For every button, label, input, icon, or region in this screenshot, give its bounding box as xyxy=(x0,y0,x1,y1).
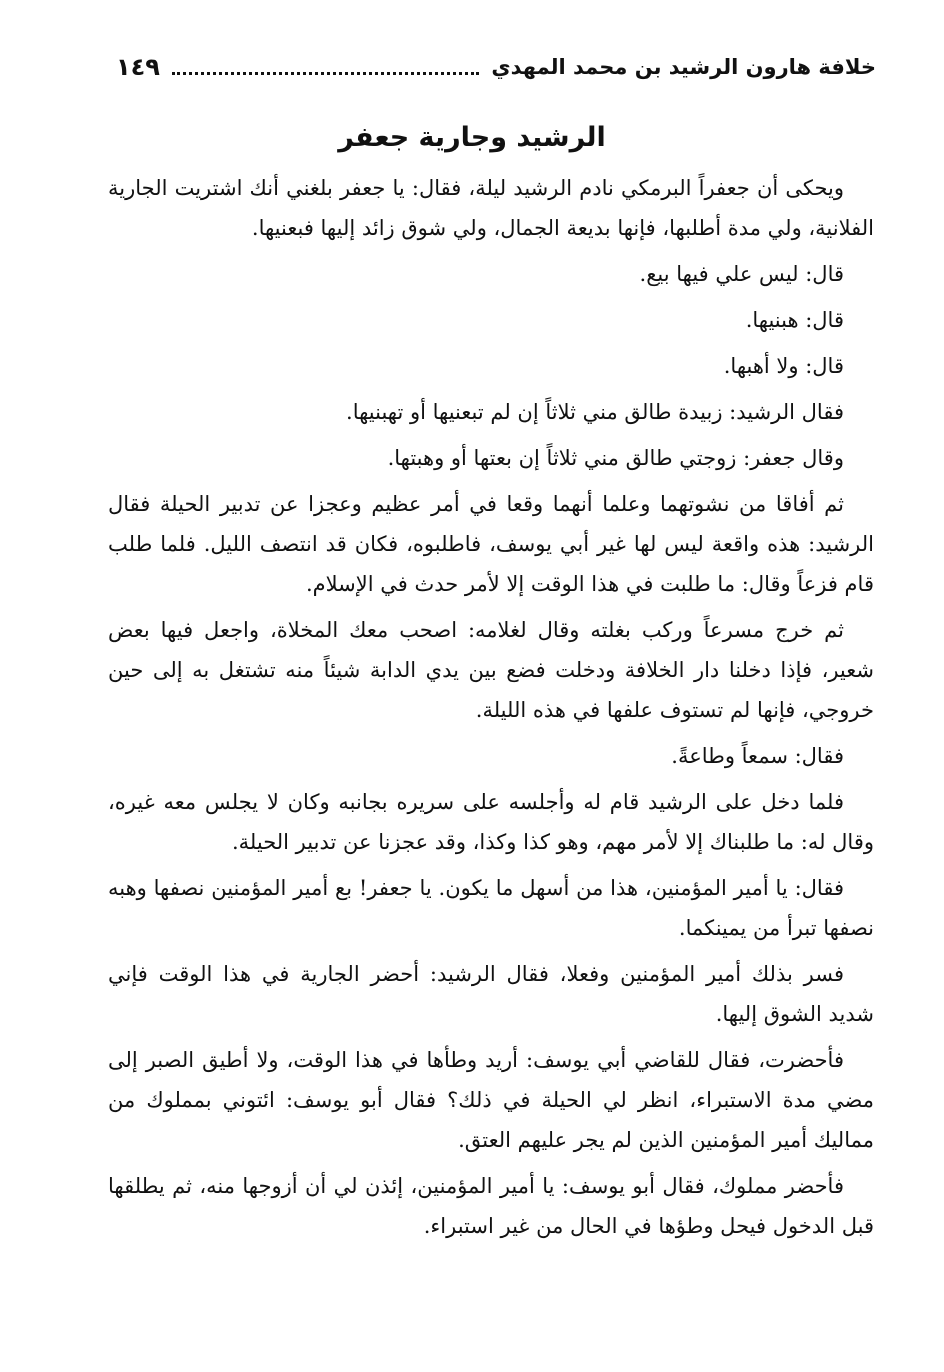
paragraph: وقال جعفر: زوجتي طالق مني ثلاثاً إن بعتها أو وهبتها. xyxy=(387,446,844,470)
paragraph: ثم خرج مسرعاً وركب بغلته وقال لغلامه: اصحب معك المخلاة، واجعل فيها بعض شعير، فإذا دخلنا دار الخلافة ودخلت فضع بين يدي الدابة شيئاً منه تشتغل به إلى حين خروجي، فإنها لم تستوف علفها في هذه الليلة. xyxy=(108,618,874,722)
paragraph: فلما دخل على الرشيد قام له وأجلسه على سريره بجانبه وكان لا يجلس معه غيره، وقال له: ما طلبناك إلا لأمر مهم، وهو كذا وكذا، وقد عجزنا عن تدبير الحيلة. xyxy=(108,790,874,854)
header-dot-leader xyxy=(172,72,479,75)
paragraph: قال: ليس علي فيها بيع. xyxy=(639,262,844,286)
paragraph: فسر بذلك أمير المؤمنين وفعلا، فقال الرشيد: أحضر الجارية في هذا الوقت فإني شديد الشوق إليها. xyxy=(108,962,874,1026)
running-header-title: خلافة هارون الرشيد بن محمد المهدي xyxy=(491,55,876,79)
chapter-title: الرشيد وجارية جعفر xyxy=(338,122,606,153)
paragraph: ثم أفاقا من نشوتهما وعلما أنهما وقعا في أمر عظيم وعجزا عن تدبير الحيلة فقال الرشيد: هذه واقعة ليس لها غير أبي يوسف، فاطلبوه، فكان قد انتصف الليل. فلما طلب قام فزعاً وقال: ما طلبت في هذا الوقت إلا لأمر حدث في الإسلام. xyxy=(108,492,874,596)
paragraph: ويحكى أن جعفراً البرمكي نادم الرشيد ليلة، فقال: يا جعفر بلغني أنك اشتريت الجارية الفلانية، ولي مدة أطلبها، فإنها بديعة الجمال، ولي شوق زائد إليها فبعنيها. xyxy=(108,176,874,240)
paragraph: فقال: يا أمير المؤمنين، هذا من أسهل ما يكون. يا جعفر! بع أمير المؤمنين نصفها وهبه نصفها تبرأ من يمينكما. xyxy=(108,876,874,940)
page-number: ١٤٩ xyxy=(116,53,160,81)
paragraph: فأحضر مملوك، فقال أبو يوسف: يا أمير المؤمنين، إئذن لي أن أزوجها منه، ثم يطلقها قبل الدخول فيحل وطؤها في الحال من غير استبراء. xyxy=(108,1174,874,1238)
paragraph: فقال الرشيد: زبيدة طالق مني ثلاثاً إن لم تبعنيها أو تهبنيها. xyxy=(346,400,844,424)
body-text xyxy=(108,168,874,1252)
paragraph: فأحضرت، فقال للقاضي أبي يوسف: أريد وطأها في هذا الوقت، ولا أطيق الصبر إلى مضي مدة الاستبراء، انظر لي الحيلة في ذلك؟ فقال أبو يوسف: ائتوني بمملوك من مماليك أمير المؤمنين الذين لم يجر عليهم العتق. xyxy=(108,1048,874,1152)
running-header xyxy=(116,50,876,84)
paragraph: فقال: سمعاً وطاعةً. xyxy=(671,744,844,768)
paragraph: قال: هبنيها. xyxy=(745,308,844,332)
paragraph: قال: ولا أهبها. xyxy=(723,354,844,378)
